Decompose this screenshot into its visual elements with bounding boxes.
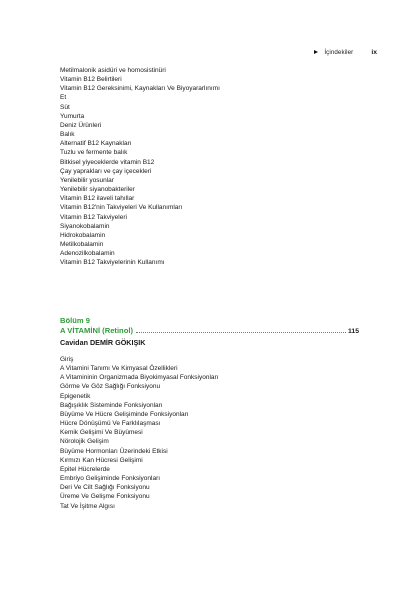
toc-item[interactable]: Vitamin B12'nin Takviyeleri Ve Kullanımları [60,204,183,212]
toc-item[interactable]: Büyüme Ve Hücre Gelişiminde Fonksiyonları [60,410,189,418]
toc-item[interactable]: Epitel Hücrelerde [60,465,110,473]
toc-item[interactable]: Balık [60,131,75,139]
header-label: İçindekiler [324,48,354,56]
toc-item[interactable]: Alternatif B12 Kaynakları [60,140,132,148]
toc-item[interactable]: Adenozilkobalamin [60,250,115,258]
chapter-author: Cavidan DEMİR GÖKIŞIK [60,338,146,347]
toc-item[interactable]: Siyanokobalamin [60,222,110,230]
toc-item[interactable]: Büyüme Hormonları Üzerindeki Etkisi [60,447,168,455]
triangle-bullet-icon [314,50,318,54]
chapter-block [60,316,359,348]
chapter-title: A VİTAMİNİ (Retinol) [60,326,133,335]
toc-section-list [60,66,220,267]
toc-item[interactable]: Deri Ve Cilt Sağlığı Fonksiyonu [60,484,150,492]
toc-item[interactable]: Yumurta [60,112,85,120]
toc-item[interactable]: Epigenetik [60,392,91,400]
toc-item[interactable]: Vitamin B12 Takviyelerinin Kullanımı [60,259,165,267]
toc-item[interactable]: A Vitamini Tanımı Ve Kimyasal Özellikleri [60,365,178,373]
toc-item[interactable]: Et [60,94,67,102]
toc-item[interactable]: Görme Ve Göz Sağlığı Fonksiyonu [60,383,161,391]
toc-item[interactable]: Süt [60,103,70,111]
toc-item[interactable]: Çay yaprakları ve çay içecekleri [60,167,152,175]
toc-item[interactable]: Tuzlu ve fermente balık [60,149,128,157]
toc-item[interactable]: Vitamin B12 Takviyeleri [60,213,127,221]
toc-item[interactable]: Tat Ve İşitme Algısı [60,502,115,510]
toc-item[interactable]: Kırmızı Kan Hücresi Gelişimi [60,456,143,464]
toc-item[interactable]: Giriş [60,356,74,363]
page-header [314,47,377,57]
toc-item[interactable]: Hücre Dönüşümü Ve Farklılaşması [60,420,161,428]
toc-item[interactable]: Bağışıklık Sisteminde Fonksiyonları [60,401,163,409]
toc-item[interactable]: Vitamin B12 Gereksinimi, Kaynakları Ve Biyoyararlınımı [60,85,220,93]
chapter-title-row[interactable] [60,326,359,337]
toc-item[interactable]: Deniz Ürünleri [60,121,102,129]
toc-item[interactable]: Hidrokobalamin [60,231,106,239]
page-number: ix [371,48,377,56]
chapter-number: Bölüm 9 [60,316,90,325]
toc-item[interactable]: Üreme Ve Gelişme Fonksiyonu [60,493,150,501]
chapter-page-number: 115 [348,328,359,335]
toc-item[interactable]: Embriyo Gelişiminde Fonksiyonları [60,475,161,483]
toc-item[interactable]: Yenilebilir siyanobakteriler [60,186,135,194]
toc-item[interactable]: Nörolojik Gelişim [60,438,109,446]
toc-item[interactable]: Metilkobalamin [60,240,104,248]
toc-item[interactable]: Bitkisel yiyeceklerde vitamin B12 [60,158,155,166]
dot-leader [136,331,346,333]
toc-item[interactable]: Kemik Gelişimi Ve Büyümesi [60,429,143,437]
toc-item[interactable]: Metilmalonik asidüri ve homosistinüri [60,67,166,74]
toc-item[interactable]: Vitamin B12 Belirtileri [60,76,122,84]
toc-item[interactable]: Yenilebilir yosunlar [60,176,114,184]
toc-item[interactable]: Vitamin B12 ilaveli tahıllar [60,195,135,203]
toc-chapter-list [60,355,218,511]
toc-item[interactable]: A Vitamininin Organizmada Biyokimyasal Fonksiyonları [60,374,219,382]
